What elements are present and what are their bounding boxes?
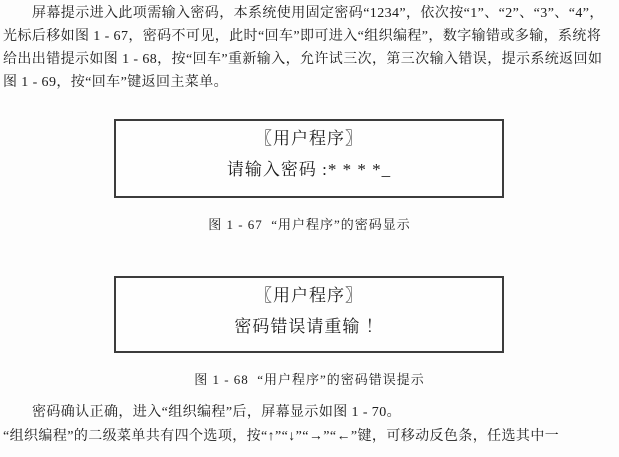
paragraph-line: “组织编程”的二级菜单共有四个选项，按“↑”“↓”“→”“←”键，可移动反色条，任选其中一 (3, 429, 560, 444)
closing-paragraph (3, 401, 617, 449)
paragraph-line: 给出出错提示如图 1 - 68，按“回车”重新输入，允许试三次，第三次输入错误，提示系统返回如 (3, 52, 603, 67)
password-prompt-display: 请输入密码 :* * * *_ (226, 160, 392, 179)
screen-title: 〖用户程序〗 (255, 286, 363, 305)
intro-paragraph (3, 2, 617, 94)
password-error-message: 密码错误请重输 ！ (234, 317, 384, 336)
paragraph-line: 屏幕提示进入此项需输入密码，本系统使用固定密码“1234”，依次按“1”、“2”、“3”、“4”， (32, 6, 604, 21)
figure-1-67-caption: 图 1 - 67 “用户程序”的密码显示 (208, 217, 411, 232)
paragraph-line: 光标后移如图 1 - 67，密码不可见，此时“回车”即可进入“组织编程”，数字输错或多输，系统将 (3, 29, 602, 44)
paragraph-line: 密码确认正确，进入“组织编程”后，屏幕显示如图 1 - 70。 (32, 405, 401, 420)
figure-1-67-screen-box (114, 119, 504, 198)
screen-title: 〖用户程序〗 (255, 129, 363, 148)
figure-1-68-caption: 图 1 - 68 “用户程序”的密码错误提示 (194, 372, 425, 387)
figure-1-68-screen-box (114, 276, 504, 353)
paragraph-line: 图 1 - 69，按“回车”键返回主菜单。 (3, 75, 228, 90)
